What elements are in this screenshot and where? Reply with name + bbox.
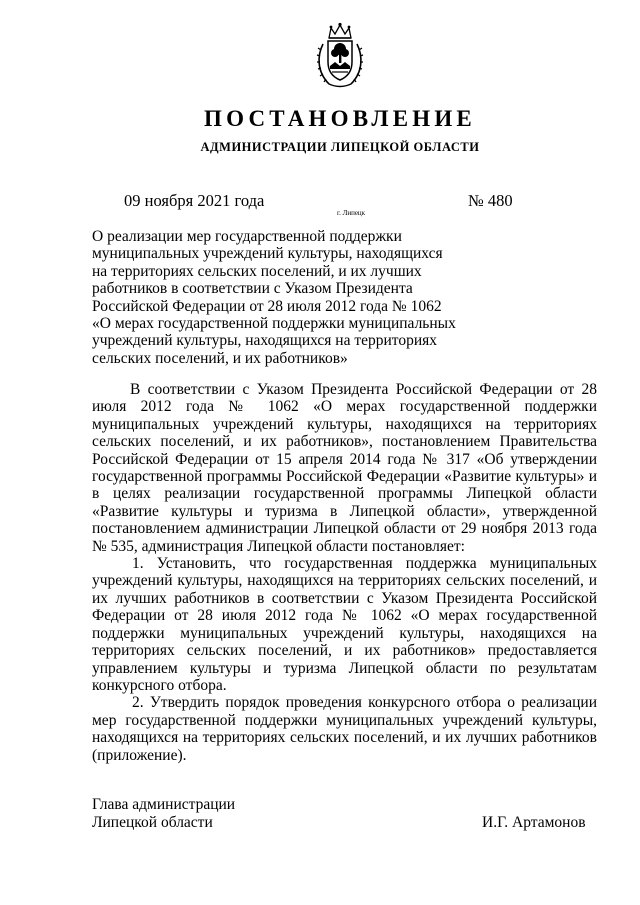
document-number: № 480 [468,191,513,210]
signer-position-line-1: Глава администрации [92,796,236,813]
signer-name: И.Г. Артамонов [482,814,586,831]
document-title: ПОСТАНОВЛЕНИЕ [204,106,476,131]
resolution-item-2: 2. Утвердить порядок проведения конкурсного отбора о реализации мер государственной поддержки муниципальных учреждений культуры, находящихся на территориях сельских поселений, и их лучших работников (приложение). [92,694,597,764]
intro-paragraph: В соответствии с Указом Президента Российской Федерации от 28 июля 2012 года № 1062 «О мерах государственной поддержки муниципальных учреждений культуры, находящихся на территориях сельских поселений, и их работников», постановлением Правительства Российской Федерации от 15 апреля 2014 года № 317 «Об утверждении государственной программы Российской Федерации «Развитие культуры» и в целях реализации государственной программы Липецкой области «Развитие культуры и туризма в Липецкой области», утвержденной постановлением администрации Липецкой области от 29 ноября 2013 года № 535, администрация Липецкой области постановляет: [92,381,597,555]
subject-line: Российской Федерации от 28 июля 2012 года № 1062 [92,297,442,315]
subject-line: сельских поселений, и их работников» [92,349,348,367]
resolution-item-1: 1. Установить, что государственная поддержка муниципальных учреждений культуры, находящихся на территориях сельских поселений, и их лучших работников в соответствии с Указом Президента Российской Федерации от 28 июля 2012 года № 1062 «О мерах государственной поддержки муниципальных учреждений культуры, находящихся на территориях сельских поселений, и их работников» предоставляется управлением культуры и туризма Липецкой области по результатам конкурсного отбора. [92,555,597,694]
document-body [92,381,597,764]
subject-line: работников в соответствии с Указом Президента [92,280,413,298]
signer-position-line-2: Липецкой области [92,814,213,831]
subject-line: на территориях сельских поселений, и их лучших [92,262,422,280]
coat-of-arms-emblem [315,22,365,90]
subject-line: учреждений культуры, находящихся на территориях [92,332,438,350]
subject-line: муниципальных учреждений культуры, находящихся [92,245,443,263]
issuing-authority: АДМИНИСТРАЦИИ ЛИПЕЦКОЙ ОБЛАСТИ [200,140,480,154]
document-city: г. Липецк [337,209,366,217]
subject-line: О реализации мер государственной поддержки [92,228,402,245]
document-date: 09 ноября 2021 года [124,191,265,210]
subject-line: «О мерах государственной поддержки муниципальных [92,315,456,333]
document-subject [92,228,456,367]
